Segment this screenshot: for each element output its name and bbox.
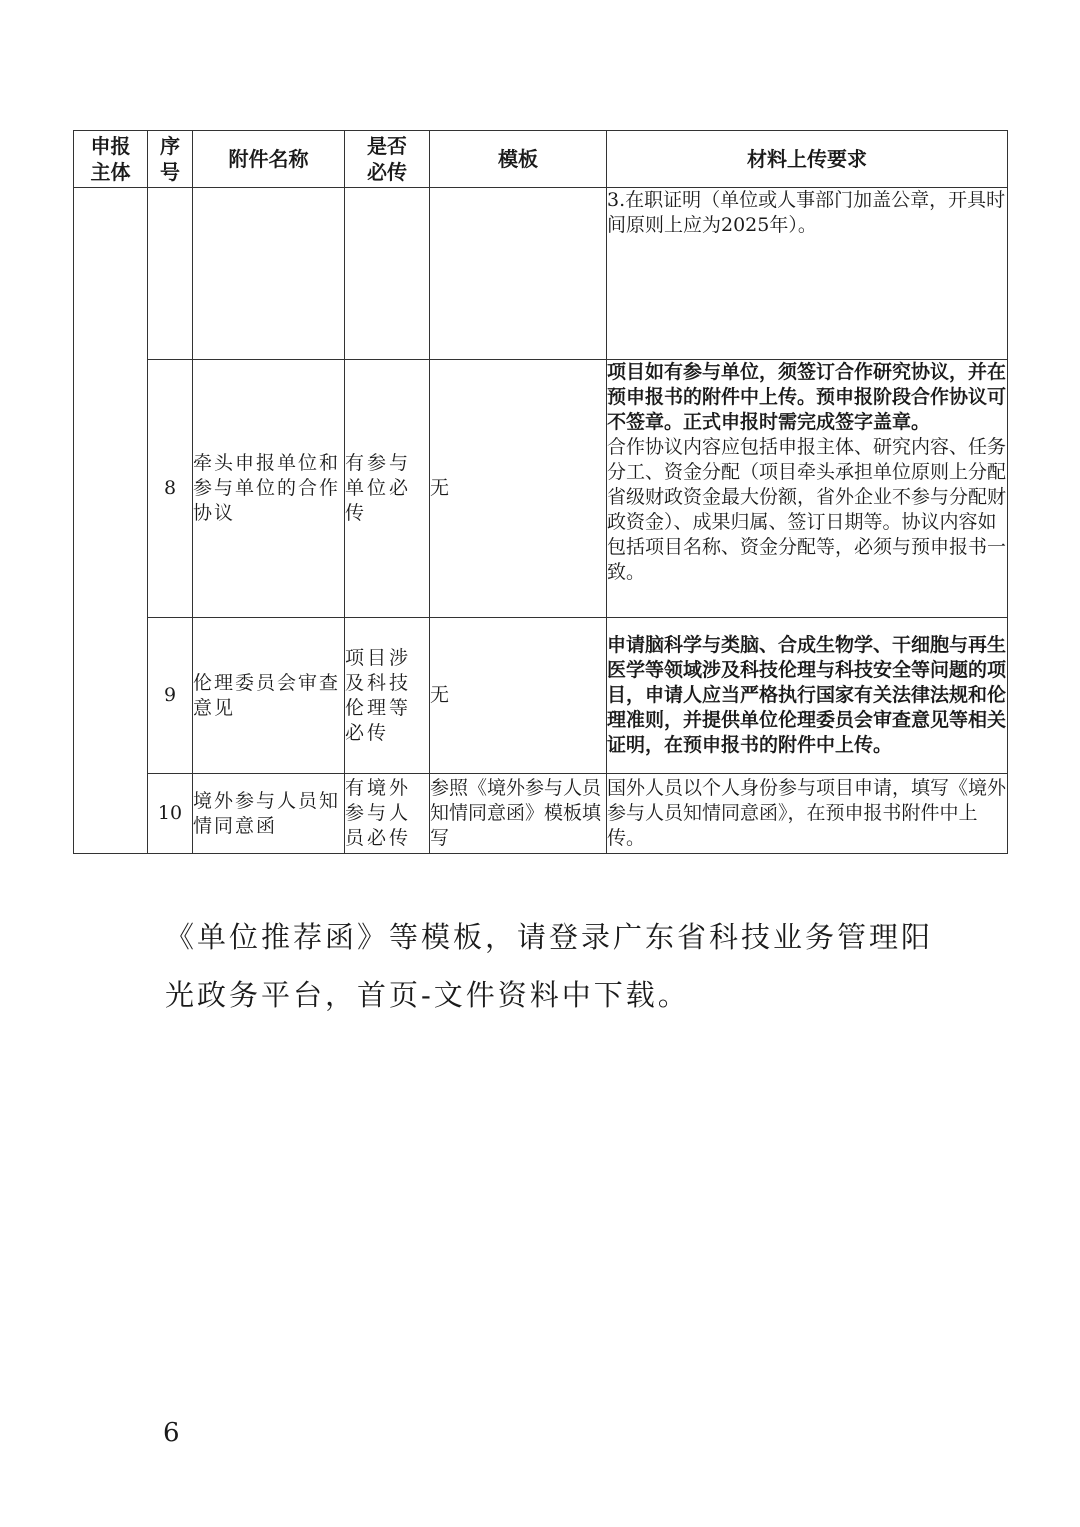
table-row <box>74 774 1008 854</box>
requirement-cell <box>607 360 1008 618</box>
requirement-text: 3.在职证明（单位或人事部门加盖公章，开具时间原则上应为2025年）。 <box>607 189 1006 236</box>
seq-cell: 10 <box>148 774 193 854</box>
required-cell <box>345 188 430 360</box>
template-cell: 参照《境外参与人员知情同意函》模板填写 <box>430 774 607 854</box>
required-cell: 有参与单位必传 <box>345 360 430 618</box>
name-cell <box>193 188 345 360</box>
table-row <box>74 618 1008 774</box>
name-cell: 境外参与人员知情同意函 <box>193 774 345 854</box>
header-seq: 序 号 <box>148 131 193 188</box>
requirement-cell <box>607 188 1008 360</box>
template-cell: 无 <box>430 360 607 618</box>
seq-cell: 9 <box>148 618 193 774</box>
required-cell: 有境外参与人员必传 <box>345 774 430 854</box>
requirement-text: 国外人员以个人身份参与项目申请，填写《境外参与人员知情同意函》，在预申报书附件中上传。 <box>607 777 1007 849</box>
template-cell <box>430 188 607 360</box>
attachment-requirements-table <box>73 130 1008 854</box>
header-requirements: 材料上传要求 <box>607 131 1008 188</box>
name-cell: 伦理委员会审查意见 <box>193 618 345 774</box>
requirement-cell <box>607 774 1008 854</box>
header-template: 模板 <box>430 131 607 188</box>
header-required: 是否 必传 <box>345 131 430 188</box>
requirement-text: 合作协议内容应包括申报主体、研究内容、任务分工、资金分配（项目牵头承担单位原则上分配省级财政资金最大份额，省外企业不参与分配财政资金）、成果归属、签订日期等。协议内容如包括项目名称、资金分配等，必须与预申报书一致。 <box>607 436 1007 583</box>
subject-cell <box>74 188 148 854</box>
name-cell: 牵头申报单位和参与单位的合作协议 <box>193 360 345 618</box>
header-subject: 申报 主体 <box>74 131 148 188</box>
table-row-continuation <box>74 188 1008 360</box>
template-cell: 无 <box>430 618 607 774</box>
table-row <box>74 360 1008 618</box>
page-number: 6 <box>163 1418 180 1448</box>
requirement-cell <box>607 618 1008 774</box>
table-header-row <box>74 131 1008 188</box>
requirement-bold-text: 项目如有参与单位，须签订合作研究协议，并在预申报书的附件中上传。预申报阶段合作协议可不签章。正式申报时需完成签字盖章。 <box>607 361 1007 433</box>
template-download-note: 《单位推荐函》等模板，请登录广东省科技业务管理阳光政务平台，首页-文件资料中下载。 <box>165 920 934 1012</box>
required-cell: 项目涉及科技伦理等必传 <box>345 618 430 774</box>
seq-cell: 8 <box>148 360 193 618</box>
seq-cell <box>148 188 193 360</box>
requirement-bold-text: 申请脑科学与类脑、合成生物学、干细胞与再生医学等领域涉及科技伦理与科技安全等问题的项目，申请人应当严格执行国家有关法律法规和伦理准则，并提供单位伦理委员会审查意见等相关证明，在预申报书的附件中上传。 <box>607 634 1007 756</box>
header-name: 附件名称 <box>193 131 345 188</box>
